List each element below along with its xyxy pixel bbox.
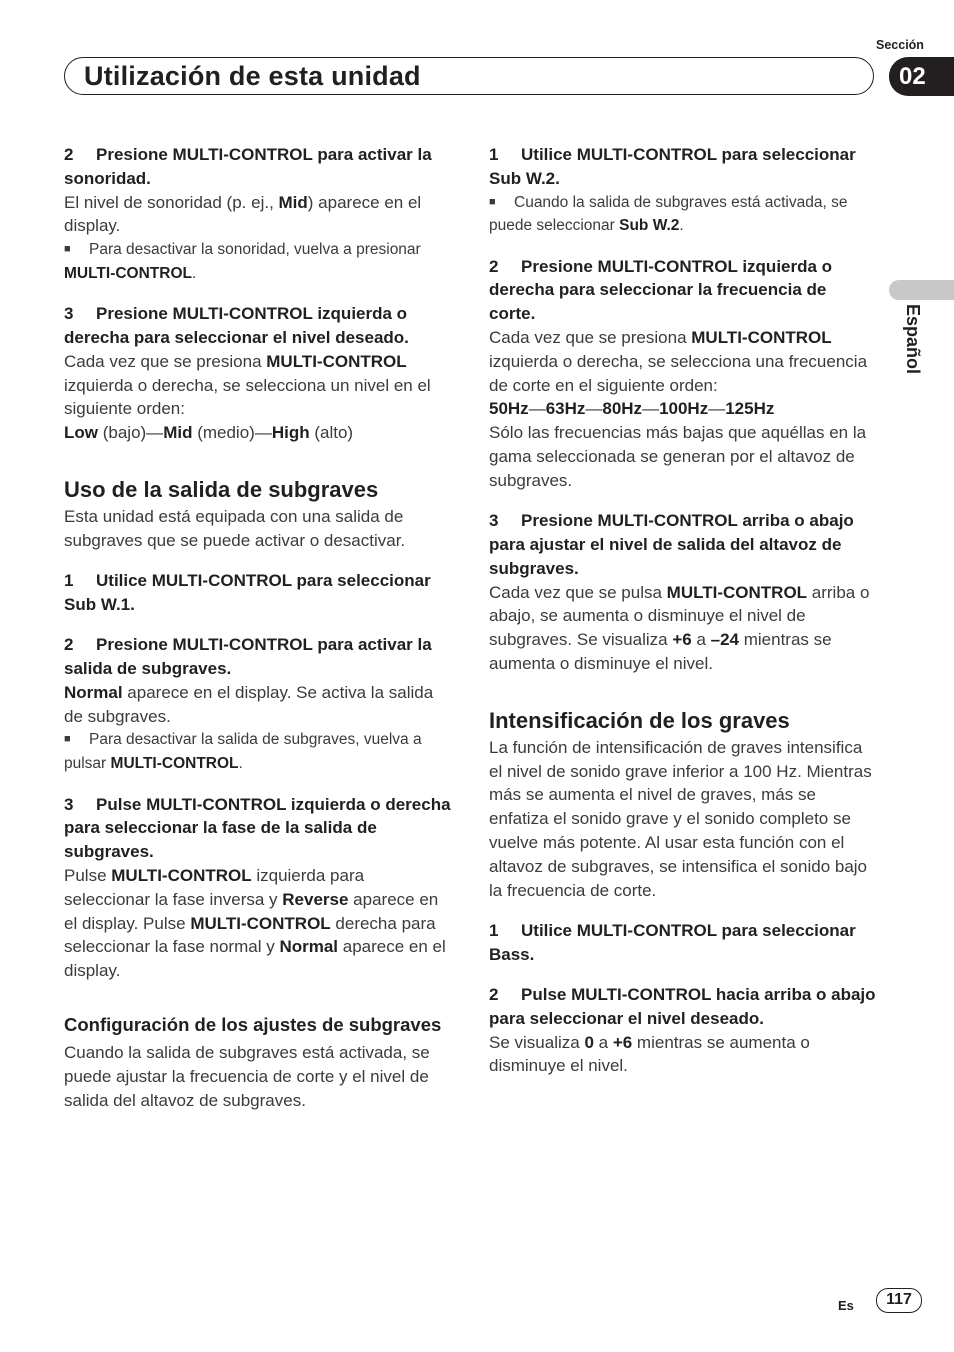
left-column (64, 143, 454, 1113)
bullet-icon: ■ (64, 733, 71, 746)
subwoofer-2-note: ■ Para desactivar la salida de subgraves, vuelva a pulsar MULTI-CONTROL. (64, 728, 454, 776)
bullet-icon: ■ (489, 195, 496, 208)
loudness-2-body: El nivel de sonoridad (p. ej., Mid) aparece en el display. (64, 192, 422, 236)
subwoofer-2-body: Normal aparece en el display. Se activa la salida de subgraves. (64, 682, 434, 726)
step-config-2: 2 Presione MULTI-CONTROL izquierda o derecha para seleccionar la frecuencia de corte. (489, 256, 833, 324)
frequency-order: 50Hz—63Hz—80Hz—100Hz—125Hz (489, 399, 775, 419)
step-subwoofer-1: 1 Utilice MULTI-CONTROL para seleccionar Sub W.1. (64, 571, 431, 614)
step-bass-2: 2 Pulse MULTI-CONTROL hacia arriba o abajo para seleccionar el nivel deseado. (489, 984, 876, 1028)
config-3-body: Cada vez que se pulsa MULTI-CONTROL arriba o abajo, se aumenta o disminuye el nivel de subgraves. Se visualiza +6 a –24 mientras se aumenta o disminuye el nivel. (489, 582, 870, 673)
step-config-3: 3 Presione MULTI-CONTROL arriba o abajo para ajustar el nivel de salida del altavoz de subgraves. (489, 511, 854, 578)
bass-2-body: Se visualiza 0 a +6 mientras se aumenta o disminuye el nivel. (489, 1032, 810, 1076)
page-number: 117 (876, 1288, 922, 1313)
config-body: Cuando la salida de subgraves está activada, se puede ajustar la frecuencia de corte y el nivel de salida del altavoz de subgraves. (64, 1043, 430, 1110)
step-bass-1: 1 Utilice MULTI-CONTROL para seleccionar Bass. (489, 920, 856, 964)
bullet-icon: ■ (64, 243, 71, 256)
step-loudness-3: 3 Presione MULTI-CONTROL izquierda o derecha para seleccionar el nivel deseado. (64, 304, 409, 348)
language-label: Español (903, 304, 923, 375)
language-tab (889, 280, 954, 300)
loudness-order: Low (bajo)—Mid (medio)—High (alto) (64, 423, 354, 443)
subwoofer-3-body: Pulse MULTI-CONTROL izquierda para seleccionar la fase inversa y Reverse aparece en el display. Pulse MULTI-CONTROL derecha para seleccionar la fase normal y Normal aparece en el display. (64, 865, 446, 981)
subwoofer-heading: Uso de la salida de subgraves (64, 477, 379, 503)
config-2-body2: Sólo las frecuencias más bajas que aquéllas en la gama seleccionada se generan por el altavoz de subgraves. (489, 423, 867, 490)
config-heading: Configuración de los ajustes de subgraves (64, 1013, 442, 1035)
step-subwoofer-3: 3 Pulse MULTI-CONTROL izquierda o derecha para seleccionar la fase de la salida de subgraves. (64, 794, 451, 862)
step-config-1: 1 Utilice MULTI-CONTROL para seleccionar Sub W.2. (489, 145, 856, 188)
right-column (489, 143, 877, 1078)
loudness-3-body: Cada vez que se presiona MULTI-CONTROL izquierda o derecha, se selecciona un nivel en el siguiente orden: (64, 351, 431, 419)
footer-language-code: Es (838, 1298, 854, 1313)
subwoofer-intro: Esta unidad está equipada con una salida de subgraves que se puede activar o desactivar. (64, 507, 406, 550)
page-title: Utilización de esta unidad (84, 61, 421, 91)
section-label: Sección (876, 38, 924, 52)
bass-intro: La función de intensificación de graves intensifica el nivel de sonido grave inferior a 100 Hz. Mientras más se aumenta el nivel de graves, más se enfatiza el sonido grave y el sonido completo se vuelve más potente. Al usar esta función con el altavoz de subgraves, se intensifica el sonido bajo la frecuencia de corte. (489, 737, 872, 900)
config-1-note: ■ Cuando la salida de subgraves está activada, se puede seleccionar Sub W.2. (489, 191, 877, 239)
section-number-badge: 02 (889, 57, 954, 96)
step-loudness-2: 2 Presione MULTI-CONTROL para activar la sonoridad. (64, 145, 432, 188)
bass-heading: Intensificación de los graves (489, 707, 790, 733)
loudness-2-note: ■ Para desactivar la sonoridad, vuelva a presionar MULTI-CONTROL. (64, 238, 454, 286)
config-2-body: Cada vez que se presiona MULTI-CONTROL izquierda o derecha, se selecciona una frecuencia de corte en el siguiente orden: (489, 328, 868, 395)
step-subwoofer-2: 2 Presione MULTI-CONTROL para activar la salida de subgraves. (64, 635, 432, 679)
